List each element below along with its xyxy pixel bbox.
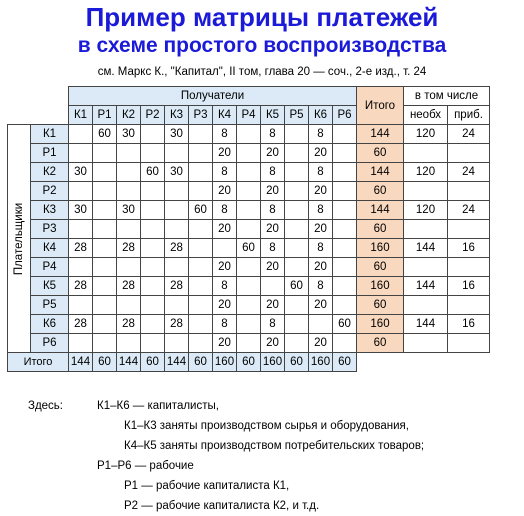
column-header: К1 (69, 106, 93, 125)
matrix-cell (189, 125, 213, 144)
matrix-cell (141, 277, 165, 296)
necessary-cell: 144 (404, 315, 448, 334)
matrix-cell: 20 (261, 296, 285, 315)
row-header: Р6 (31, 334, 69, 353)
legend-line: К1–К6 — капиталисты, (97, 400, 219, 412)
matrix-cell: 8 (261, 239, 285, 258)
matrix-cell (93, 334, 117, 353)
legend-line: Р1 — рабочие капиталиста К1, (124, 480, 290, 492)
surplus-cell (448, 220, 490, 239)
matrix-cell (69, 220, 93, 239)
matrix-cell: 20 (309, 296, 333, 315)
matrix-cell (213, 239, 237, 258)
row-total: 144 (357, 125, 404, 144)
column-total: 60 (93, 353, 117, 372)
matrix-cell (93, 144, 117, 163)
matrix-cell (93, 315, 117, 334)
necessary-cell: 120 (404, 201, 448, 220)
matrix-cell (69, 258, 93, 277)
matrix-cell: 28 (69, 239, 93, 258)
row-total: 160 (357, 239, 404, 258)
row-total: 144 (357, 201, 404, 220)
matrix-cell (237, 315, 261, 334)
matrix-cell (333, 125, 357, 144)
row-header: К5 (31, 277, 69, 296)
matrix-cell (117, 296, 141, 315)
header-row (8, 87, 490, 106)
matrix-cell: 28 (117, 277, 141, 296)
matrix-cell (165, 201, 189, 220)
matrix-cell (141, 239, 165, 258)
matrix-cell (189, 315, 213, 334)
row-total: 60 (357, 144, 404, 163)
legend-line: К1–К3 заняты производством сырья и оборудования, (124, 420, 409, 432)
necessary-cell: 120 (404, 163, 448, 182)
matrix-cell: 20 (261, 334, 285, 353)
matrix-cell (93, 296, 117, 315)
matrix-cell: 28 (69, 277, 93, 296)
matrix-cell (261, 277, 285, 296)
matrix-cell: 8 (309, 125, 333, 144)
matrix-cell (333, 239, 357, 258)
column-total: 60 (285, 353, 309, 372)
matrix-cell: 28 (165, 315, 189, 334)
matrix-cell (237, 144, 261, 163)
matrix-cell: 20 (309, 220, 333, 239)
column-header: К3 (165, 106, 189, 125)
surplus-header: приб. (448, 106, 490, 125)
matrix-cell: 28 (117, 315, 141, 334)
matrix-cell (285, 258, 309, 277)
table-row (8, 239, 490, 258)
matrix-cell (165, 220, 189, 239)
matrix-cell (189, 220, 213, 239)
matrix-cell: 20 (309, 258, 333, 277)
source-citation: см. Маркс К., "Капитал", II том, глава 20 — соч., 2-е изд., т. 24 (97, 66, 427, 78)
surplus-cell: 16 (448, 315, 490, 334)
totals-row (8, 353, 490, 372)
matrix-cell: 8 (213, 125, 237, 144)
matrix-cell (141, 201, 165, 220)
matrix-cell: 60 (285, 277, 309, 296)
matrix-cell (141, 220, 165, 239)
matrix-cell: 30 (165, 163, 189, 182)
necessary-cell: 144 (404, 277, 448, 296)
matrix-cell: 20 (261, 144, 285, 163)
page-title: Пример матрицы платежей (85, 2, 439, 32)
row-total: 60 (357, 182, 404, 201)
row-header: К4 (31, 239, 69, 258)
matrix-cell (189, 144, 213, 163)
corner-blank (8, 106, 69, 125)
matrix-cell (69, 296, 93, 315)
column-header: Р5 (285, 106, 309, 125)
matrix-cell (93, 258, 117, 277)
matrix-cell: 20 (309, 334, 333, 353)
matrix-cell: 8 (261, 315, 285, 334)
matrix-cell (237, 125, 261, 144)
matrix-cell (309, 315, 333, 334)
legend-line: Р2 — рабочие капиталиста К2, и т.д. (124, 500, 320, 512)
matrix-cell (333, 163, 357, 182)
table-row (8, 296, 490, 315)
matrix-cell (237, 163, 261, 182)
table-row (8, 163, 490, 182)
matrix-cell (189, 163, 213, 182)
matrix-cell (333, 144, 357, 163)
matrix-cell (333, 201, 357, 220)
column-total: 160 (213, 353, 237, 372)
matrix-cell (285, 315, 309, 334)
matrix-cell (165, 296, 189, 315)
surplus-cell (448, 182, 490, 201)
necessary-cell (404, 296, 448, 315)
matrix-cell (141, 315, 165, 334)
row-header: Р3 (31, 220, 69, 239)
matrix-cell (165, 334, 189, 353)
matrix-cell: 20 (309, 182, 333, 201)
matrix-cell (285, 182, 309, 201)
column-total: 60 (189, 353, 213, 372)
legend (0, 396, 524, 515)
matrix-cell (69, 334, 93, 353)
matrix-cell (333, 258, 357, 277)
matrix-cell (237, 277, 261, 296)
matrix-cell: 20 (213, 258, 237, 277)
matrix-cell (333, 296, 357, 315)
matrix-cell (237, 258, 261, 277)
row-header: Р1 (31, 144, 69, 163)
necessary-cell (404, 334, 448, 353)
matrix-cell (69, 125, 93, 144)
matrix-cell: 20 (213, 334, 237, 353)
column-total: 60 (237, 353, 261, 372)
matrix-cell: 60 (333, 315, 357, 334)
matrix-cell (237, 296, 261, 315)
matrix-cell (333, 334, 357, 353)
surplus-cell (448, 258, 490, 277)
table-row (8, 182, 490, 201)
matrix-cell (333, 277, 357, 296)
matrix-cell (285, 334, 309, 353)
matrix-cell (141, 144, 165, 163)
table-row (8, 220, 490, 239)
matrix-cell (165, 258, 189, 277)
matrix-cell (189, 296, 213, 315)
matrix-cell: 30 (117, 125, 141, 144)
matrix-cell: 8 (309, 201, 333, 220)
column-header: Р4 (237, 106, 261, 125)
table-row (8, 201, 490, 220)
row-total: 144 (357, 163, 404, 182)
table-row (8, 144, 490, 163)
legend-here-label: Здесь: (28, 400, 63, 412)
necessary-cell: 120 (404, 125, 448, 144)
column-total: 144 (69, 353, 93, 372)
matrix-cell: 30 (69, 201, 93, 220)
matrix-cell (237, 220, 261, 239)
matrix-cell (69, 144, 93, 163)
matrix-cell: 8 (213, 277, 237, 296)
matrix-cell: 28 (117, 239, 141, 258)
surplus-cell (448, 334, 490, 353)
matrix-cell (117, 220, 141, 239)
header-row (8, 106, 490, 125)
surplus-cell: 24 (448, 201, 490, 220)
row-total: 60 (357, 258, 404, 277)
legend-line: Р1–Р6 — рабочие (97, 460, 194, 472)
column-header: К5 (261, 106, 285, 125)
payers-label: Плательщики (13, 202, 25, 275)
matrix-cell: 30 (69, 163, 93, 182)
column-header: К6 (309, 106, 333, 125)
matrix-cell: 8 (213, 201, 237, 220)
matrix-cell (237, 182, 261, 201)
matrix-cell (93, 277, 117, 296)
column-total: 144 (165, 353, 189, 372)
matrix-cell (285, 239, 309, 258)
matrix-cell (93, 163, 117, 182)
row-header: Р2 (31, 182, 69, 201)
total-header: Итого (357, 87, 404, 125)
matrix-cell: 8 (213, 315, 237, 334)
matrix-cell: 60 (93, 125, 117, 144)
matrix-cell: 8 (261, 201, 285, 220)
surplus-cell: 24 (448, 125, 490, 144)
matrix-cell (141, 182, 165, 201)
matrix-cell: 60 (237, 239, 261, 258)
matrix-cell (141, 258, 165, 277)
matrix-cell (189, 334, 213, 353)
matrix-cell: 60 (141, 163, 165, 182)
page-subtitle: в схеме простого воспроизводства (77, 34, 447, 57)
surplus-cell (448, 296, 490, 315)
row-header: Р5 (31, 296, 69, 315)
matrix-cell (93, 220, 117, 239)
matrix-cell: 8 (261, 163, 285, 182)
row-header: Р4 (31, 258, 69, 277)
table-row (8, 125, 490, 144)
surplus-cell: 24 (448, 163, 490, 182)
matrix-cell (285, 220, 309, 239)
totals-label: Итого (8, 353, 69, 372)
matrix-cell (333, 182, 357, 201)
matrix-cell (117, 258, 141, 277)
table-row (8, 258, 490, 277)
legend-line: К4–К5 заняты производством потребительских товаров; (124, 440, 425, 452)
necessary-header: необх (404, 106, 448, 125)
column-header: К2 (117, 106, 141, 125)
matrix-cell (285, 296, 309, 315)
table-row (8, 334, 490, 353)
surplus-cell: 16 (448, 277, 490, 296)
matrix-cell: 20 (213, 296, 237, 315)
column-header: Р6 (333, 106, 357, 125)
matrix-cell (285, 163, 309, 182)
matrix-cell (117, 334, 141, 353)
matrix-cell: 8 (309, 163, 333, 182)
row-header: К1 (31, 125, 69, 144)
matrix-cell (93, 201, 117, 220)
matrix-cell (69, 182, 93, 201)
matrix-cell: 20 (261, 182, 285, 201)
corner-blank (8, 87, 69, 106)
row-total: 60 (357, 296, 404, 315)
matrix-cell (285, 144, 309, 163)
matrix-cell (333, 220, 357, 239)
matrix-cell (285, 125, 309, 144)
column-total: 160 (261, 353, 285, 372)
row-total: 160 (357, 315, 404, 334)
row-total: 160 (357, 277, 404, 296)
matrix-cell (141, 125, 165, 144)
matrix-cell (189, 258, 213, 277)
necessary-cell (404, 258, 448, 277)
table-row (8, 315, 490, 334)
matrix-cell (285, 201, 309, 220)
row-total: 60 (357, 334, 404, 353)
column-header: Р1 (93, 106, 117, 125)
matrix-cell (165, 182, 189, 201)
row-header: К6 (31, 315, 69, 334)
necessary-cell (404, 220, 448, 239)
row-header: К3 (31, 201, 69, 220)
column-total: 60 (141, 353, 165, 372)
matrix-cell: 20 (213, 144, 237, 163)
column-total: 144 (117, 353, 141, 372)
matrix-cell: 20 (213, 220, 237, 239)
matrix-cell (189, 182, 213, 201)
matrix-cell: 8 (309, 239, 333, 258)
matrix-cell (141, 334, 165, 353)
column-total: 60 (333, 353, 357, 372)
matrix-cell: 28 (165, 277, 189, 296)
matrix-cell: 20 (261, 258, 285, 277)
payers-header (8, 125, 31, 353)
column-header: Р2 (141, 106, 165, 125)
table-row (8, 277, 490, 296)
matrix-cell: 20 (309, 144, 333, 163)
column-header: К4 (213, 106, 237, 125)
including-header: в том числе (404, 87, 490, 106)
row-header: К2 (31, 163, 69, 182)
matrix-cell: 28 (69, 315, 93, 334)
matrix-cell: 28 (165, 239, 189, 258)
matrix-cell (189, 277, 213, 296)
matrix-cell: 30 (165, 125, 189, 144)
matrix-cell (165, 144, 189, 163)
payment-matrix (7, 86, 490, 372)
necessary-cell (404, 144, 448, 163)
surplus-cell (448, 144, 490, 163)
surplus-cell: 16 (448, 239, 490, 258)
matrix-cell: 20 (261, 220, 285, 239)
matrix-cell: 60 (189, 201, 213, 220)
necessary-cell (404, 182, 448, 201)
matrix-cell (237, 201, 261, 220)
column-header: Р3 (189, 106, 213, 125)
matrix-cell (117, 182, 141, 201)
matrix-cell: 8 (309, 277, 333, 296)
matrix-cell (93, 239, 117, 258)
matrix-cell (141, 296, 165, 315)
matrix-cell (117, 144, 141, 163)
matrix-cell (117, 163, 141, 182)
matrix-cell (189, 239, 213, 258)
row-total: 60 (357, 220, 404, 239)
totals-blank (357, 353, 490, 372)
matrix-cell: 8 (213, 163, 237, 182)
matrix-cell (237, 334, 261, 353)
matrix-cell: 30 (117, 201, 141, 220)
recipients-header: Получатели (69, 87, 357, 106)
matrix-cell: 20 (213, 182, 237, 201)
matrix-cell: 8 (261, 125, 285, 144)
column-total: 160 (309, 353, 333, 372)
matrix-cell (93, 182, 117, 201)
necessary-cell: 144 (404, 239, 448, 258)
